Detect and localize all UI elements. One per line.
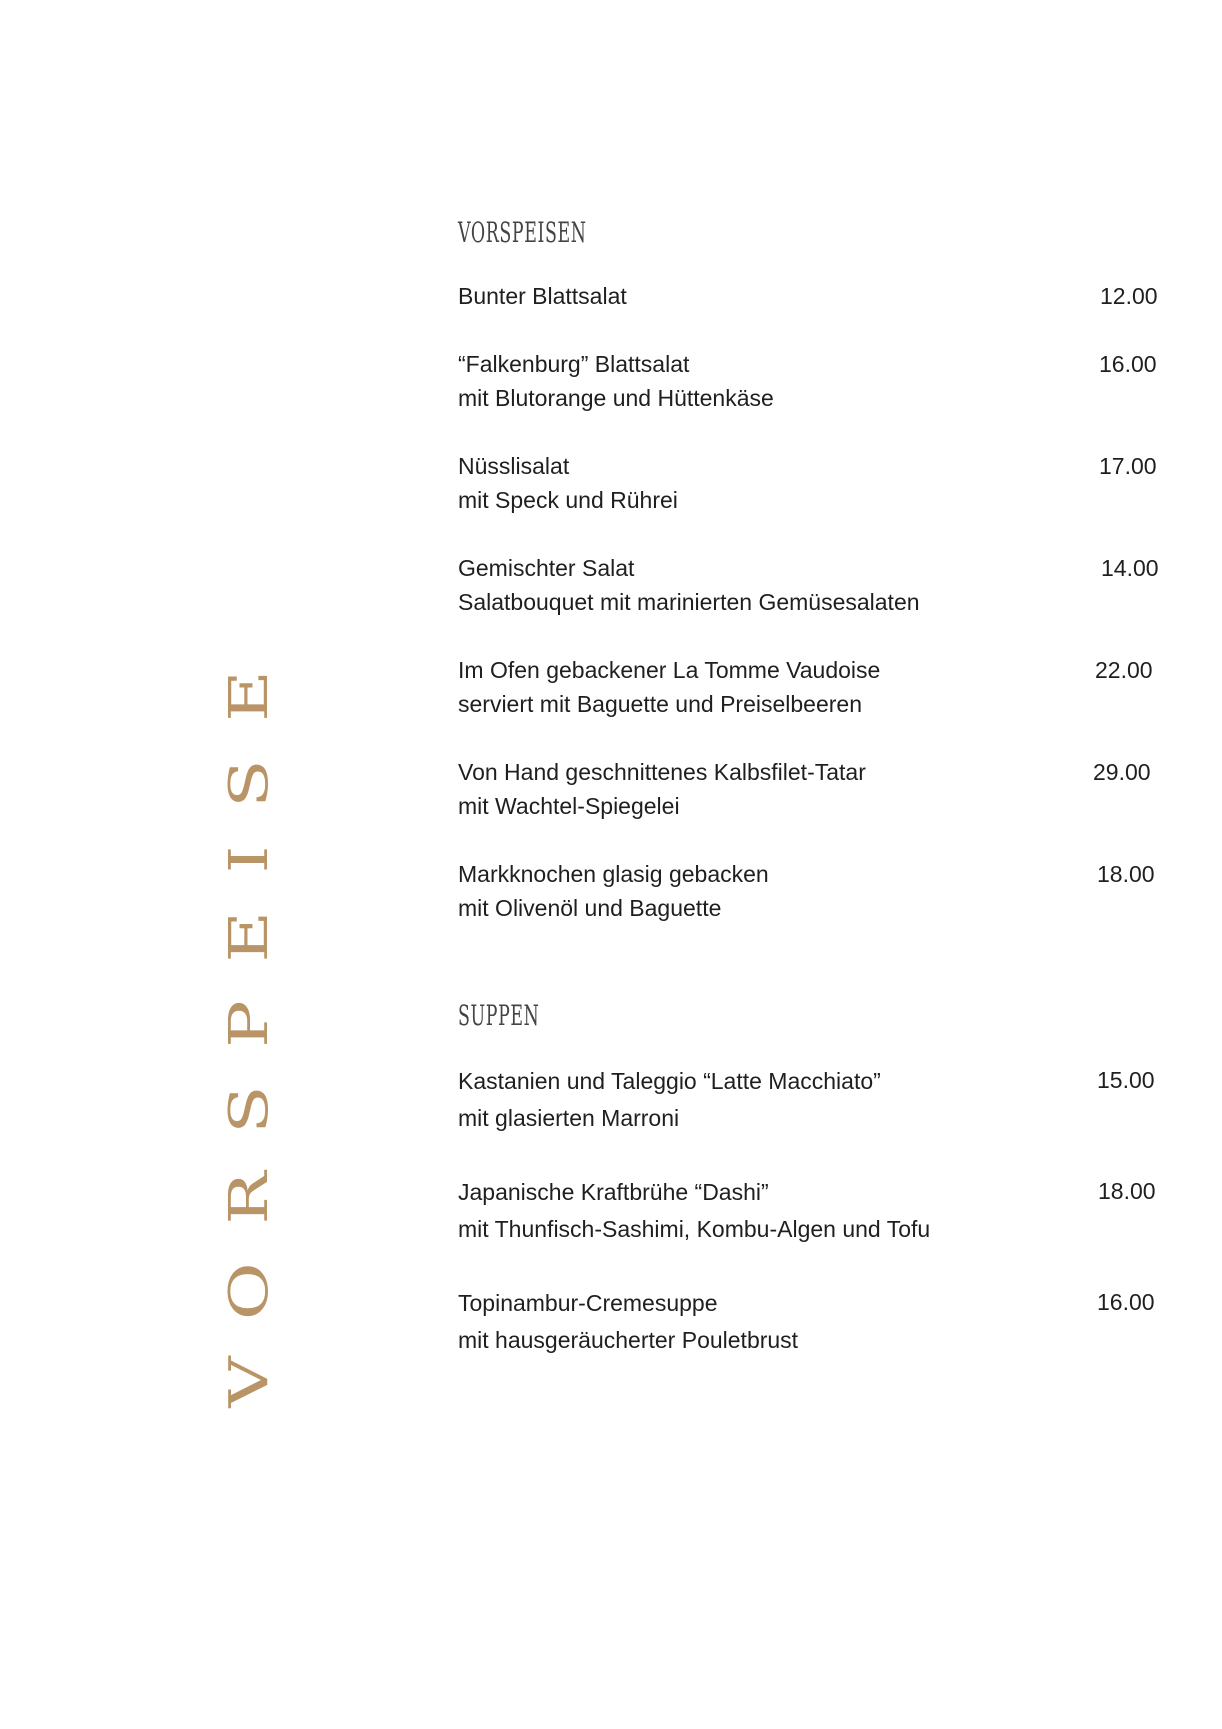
item-name: Japanische Kraftbrühe “Dashi” — [458, 1179, 769, 1205]
item-description: serviert mit Baguette und Preiselbeeren — [458, 691, 862, 717]
item-name: Von Hand geschnittenes Kalbsfilet-Tatar — [458, 759, 866, 785]
section-heading-vorspeisen: VORSPEISEN — [458, 216, 587, 249]
item-description: mit glasierten Marroni — [458, 1105, 680, 1131]
item-name: Markknochen glasig gebacken — [458, 861, 769, 887]
item-description: mit hausgeräucherter Pouletbrust — [458, 1327, 799, 1353]
item-price: 12.00 — [1100, 283, 1158, 309]
item-description: mit Speck und Rührei — [458, 487, 678, 513]
item-name: Kastanien und Taleggio “Latte Macchiato” — [458, 1068, 881, 1094]
item-price: 14.00 — [1101, 555, 1159, 581]
item-description: Salatbouquet mit marinierten Gemüsesalaten — [458, 589, 920, 615]
item-description: mit Thunfisch-Sashimi, Kombu-Algen und Tofu — [458, 1216, 931, 1242]
item-price: 17.00 — [1099, 453, 1157, 479]
menu-item — [458, 449, 1166, 517]
menu-item — [458, 551, 1166, 619]
menu-item — [458, 1285, 1166, 1359]
item-description: mit Olivenöl und Baguette — [458, 895, 722, 921]
item-description: mit Blutorange und Hüttenkäse — [458, 385, 774, 411]
item-price: 22.00 — [1095, 657, 1153, 683]
item-price: 29.00 — [1093, 759, 1151, 785]
menu-item — [458, 653, 1166, 721]
section-heading-suppen: SUPPEN — [458, 999, 540, 1032]
menu-item — [458, 347, 1166, 415]
menu-item — [458, 1174, 1166, 1248]
menu-item — [458, 755, 1166, 823]
vertical-title-text: VORSPEISE — [218, 632, 280, 1408]
item-name: “Falkenburg” Blattsalat — [458, 351, 690, 377]
item-name: Bunter Blattsalat — [458, 283, 627, 309]
menu-item — [458, 1063, 1166, 1137]
menu-item — [458, 279, 1166, 313]
menu-item — [458, 857, 1166, 925]
item-price: 18.00 — [1097, 861, 1155, 887]
item-price: 15.00 — [1097, 1067, 1155, 1093]
item-name: Topinambur-Cremesuppe — [458, 1290, 718, 1316]
item-price: 16.00 — [1097, 1289, 1155, 1315]
item-name: Im Ofen gebackener La Tomme Vaudoise — [458, 657, 881, 683]
item-name: Gemischter Salat — [458, 555, 635, 581]
item-price: 16.00 — [1099, 351, 1157, 377]
item-description: mit Wachtel-Spiegelei — [458, 793, 680, 819]
item-name: Nüsslisalat — [458, 453, 570, 479]
item-price: 18.00 — [1098, 1178, 1156, 1204]
